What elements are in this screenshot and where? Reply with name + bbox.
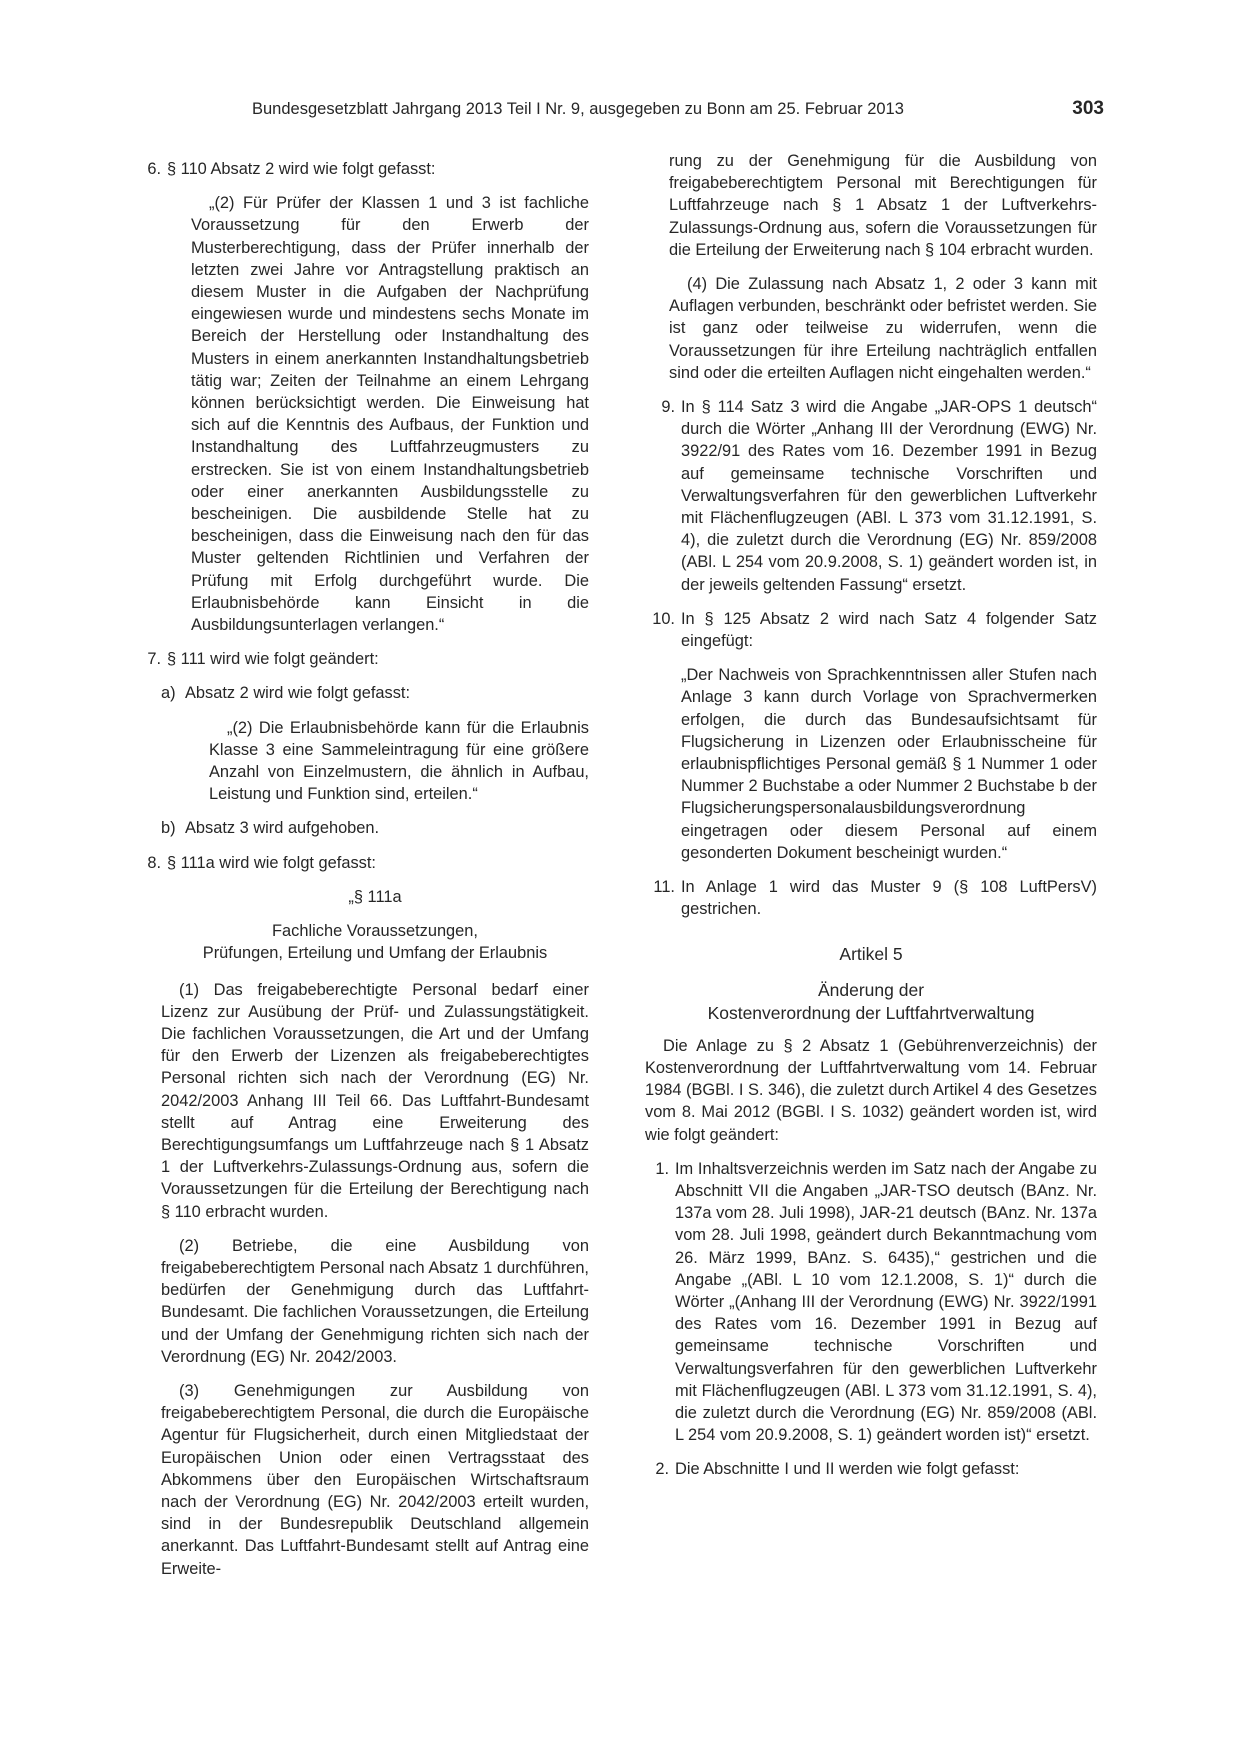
item-number: 10.: [652, 609, 675, 628]
section-heading: [161, 920, 589, 964]
article-intro-block: [645, 1035, 1097, 1146]
item-text: Die Abschnitte I und II werden wie folgt gefasst:: [675, 1460, 1020, 1479]
list-item-9: [645, 396, 1097, 596]
list-item-6: [137, 158, 589, 180]
quoted-paragraph: [645, 664, 1097, 864]
item-number: 6.: [147, 160, 161, 178]
sub-item-text: Absatz 2 wird wie folgt gefasst:: [185, 684, 411, 703]
running-header: [0, 98, 1241, 128]
amendment-item-2: [645, 1458, 1097, 1480]
section-heading-line: Prüfungen, Erteilung und Umfang der Erlaubnis: [202, 944, 548, 963]
item-text: In § 114 Satz 3 wird die Angabe „JAR-OPS 1 deutsch“ durch die Wörter „Anhang III der Verordnung (EWG) Nr. 3922/91 des Rates vom 16. Dezember 1991 in Bezug auf gemeinsame technische Vorschriften und Verwaltungsverfahren für den gewerblichen Luftverkehr mit Flächenflugzeugen (ABl. L 373 vom 31.12.1991, S. 4), die zuletzt durch die Verordnung (EG) Nr. 859/2008 (ABl. L 254 vom 20.9.2008, S. 1) geändert worden ist, in der jeweils geltenden Fassung“ ersetzt.: [681, 398, 1097, 594]
quote-text: „(2) Die Erlaubnisbehörde kann für die Erlaubnis Klasse 3 eine Sammeleintragung für eine größere Anzahl von Einzelmustern, die ähnlich in Aufbau, Leistung und Funktion sind, erteilen.“: [209, 718, 589, 804]
item-text: In § 125 Absatz 2 wird nach Satz 4 folgender Satz eingefügt:: [681, 609, 1097, 651]
sub-item-b: [137, 817, 589, 839]
paragraph: (1) Das freigabeberechtigte Personal bedarf einer Lizenz zur Ausübung der Prüf- und Zulassungstätigkeit. Die fachlichen Voraussetzungen, die Art und der Umfang für den Erwerb der Lizenzen als freigabeberechtigtes Personal richten sich nach der Verordnung (EG) Nr. 2042/2003 Anhang III Teil 66. Das Luftfahrt-Bundesamt stellt auf Antrag eine Erweiterung des Berechtigungsumfangs um Luftfahrzeuge nach § 1 Absatz 1 der Luftverkehrs-Zulassungs-Ordnung aus, sofern die Voraussetzungen für die Erteilung der Berechtigung nach § 110 erbracht wurden.: [161, 980, 589, 1221]
item-number: 9.: [661, 398, 675, 417]
paragraph: rung zu der Genehmigung für die Ausbildung von freigabeberechtigtem Personal mit Berechtigungen für Luftfahrzeuge nach § 1 Absatz 1 der Luftverkehrs-Zulassungs-Ordnung aus, sofern die Voraussetzungen für die Erteilung der Erweiterung nach § 104 erbracht wurden.: [669, 152, 1097, 259]
paragraph: (4) Die Zulassung nach Absatz 1, 2 oder 3 kann mit Auflagen verbunden, beschränkt oder befristet werden. Sie ist ganz oder teilweise zu widerrufen, wenn die Voraussetzungen für ihre Erteilung nachträglich entfallen sind oder die erteilten Auflagen nicht eingehalten werden.“: [669, 275, 1097, 382]
item-number: 2.: [655, 1460, 669, 1479]
item-number: 7.: [147, 650, 161, 669]
list-item-8: [137, 852, 589, 874]
right-column: [645, 150, 1097, 1493]
header-title: Bundesgesetzblatt Jahrgang 2013 Teil I Nr. 9, ausgegeben zu Bonn am 25. Februar 2013: [252, 100, 904, 118]
item-text: § 110 Absatz 2 wird wie folgt gefasst:: [167, 160, 436, 178]
sub-item-text: Absatz 3 wird aufgehoben.: [185, 819, 380, 838]
section-heading-line: Fachliche Voraussetzungen,: [272, 922, 478, 941]
item-text: § 111a wird wie folgt gefasst:: [167, 853, 376, 872]
quote-text: „(2) Für Prüfer der Klassen 1 und 3 ist fachliche Voraussetzung für den Erwerb der Musterberechtigung, dass der Prüfer innerhalb der letzten zwei Jahre vor Antragstellung praktisch an diesem Muster in die Aufgaben der Nachprüfung eingewiesen wurde und mindestens sechs Monate im Bereich der Herstellung oder Instandhaltung des Musters in einem anerkannten Instandhaltungsbetrieb tätig war; Zeiten der Teilnahme an einem Lehrgang können berücksichtigt werden. Die Einweisung hat sich auf die Kenntnis des Aufbaus, der Funktion und Instandhaltung des Luftfahrzeugmusters zu erstrecken. Sie ist von einem Instandhaltungsbetrieb oder einer anerkannten Ausbildungsstelle zu bescheinigen. Die ausbildende Stelle hat zu bescheinigen, dass die Einweisung nach den für das Muster geltenden Richtlinien und Verfahren der Prüfung mit Erfolg durchgeführt wurde. Die Erlaubnisbehörde kann Einsicht in die Ausbildungsunterlagen verlangen.“: [191, 194, 589, 635]
quote-text: „Der Nachweis von Sprachkenntnissen aller Stufen nach Anlage 3 kann durch Vorlage von Sprachvermerken erfolgen, die durch das Bundesaufsichtsamt für Flugsicherung in Lizenzen oder Erlaubnisscheine für erlaubnispflichtiges Personal gemäß § 1 Nummer 1 oder Nummer 2 Buchstabe a oder Nummer 2 Buchstabe b der Flugsicherungspersonalausbildungsverordnung eingetragen oder diesem Personal auf einem gesonderten Dokument bescheinigt wurden.“: [681, 666, 1097, 862]
list-item-11: [645, 876, 1097, 920]
left-column: [137, 158, 589, 1592]
item-number: 11.: [653, 878, 675, 897]
item-number: 1.: [655, 1159, 669, 1178]
article-title-line: Kostenverordnung der Luftfahrtverwaltung: [707, 1002, 1035, 1023]
page-number: 303: [1072, 98, 1104, 119]
section-block: [137, 886, 589, 1580]
article-intro: Die Anlage zu § 2 Absatz 1 (Gebührenverzeichnis) der Kostenverordnung der Luftfahrtverwaltung vom 14. Februar 1984 (BGBl. I S. 346), die zuletzt durch Artikel 4 des Gesetzes vom 8. Mai 2012 (BGBl. I S. 1032) geändert worden ist, wird wie folgt geändert:: [645, 1036, 1097, 1144]
article-title-line: Änderung der: [817, 979, 925, 1000]
amendment-item-1: [645, 1158, 1097, 1447]
quoted-paragraph: [137, 717, 589, 806]
section-block-continued: [645, 150, 1097, 384]
list-item-7: [137, 648, 589, 670]
paragraph: (3) Genehmigungen zur Ausbildung von freigabeberechtigtem Personal, die durch die Europäische Agentur für Flugsicherheit, durch einen Mitgliedstaat der Europäischen Union oder einen Vertragsstaat des Abkommens über den Europäischen Wirtschaftsraum nach der Verordnung (EG) Nr. 2042/2003 erteilt wurden, sind in der Bundesrepublik Deutschland allgemein anerkannt. Das Luftfahrt-Bundesamt stellt auf Antrag eine Erweite-: [161, 1381, 589, 1578]
sub-item-label: a): [161, 684, 176, 703]
item-text: § 111 wird wie folgt geändert:: [167, 650, 379, 669]
sub-item-label: b): [161, 819, 176, 838]
list-item-10: [645, 608, 1097, 652]
quoted-paragraph: [137, 192, 589, 636]
section-number: „§ 111a: [348, 887, 402, 906]
item-text: Im Inhaltsverzeichnis werden im Satz nach der Angabe zu Abschnitt VII die Angaben „JAR-TSO deutsch (BAnz. Nr. 137a vom 28. Juli 1998), JAR-21 deutsch (BAnz. Nr. 137a vom 28. Juli 1998, geändert durch Bekanntmachung vom 26. März 1999, BAnz. S. 6435),“ gestrichen und die Angabe „(ABl. L 10 vom 12.1.2008, S. 1)“ durch die Wörter „(Anhang III der Verordnung (EWG) Nr. 3922/1991 des Rates vom 16. Dezember 1991 in Bezug auf gemeinsame technische Vorschriften und Verwaltungsverfahren für den gewerblichen Luftverkehr mit Flächenflugzeugen (ABl. L 373 vom 31.12.1991, S. 4), die zuletzt durch die Verordnung (EG) Nr. 859/2008 (ABl. L 254 vom 20.9.2008, S. 1) geändert worden ist)“ ersetzt.: [675, 1159, 1097, 1445]
item-text: In Anlage 1 wird das Muster 9 (§ 108 LuftPersV) gestrichen.: [681, 878, 1097, 919]
item-number: 8.: [147, 853, 161, 872]
article-label: Artikel 5: [839, 943, 903, 964]
paragraph: (2) Betriebe, die eine Ausbildung von freigabeberechtigtem Personal nach Absatz 1 durchführen, bedürfen der Genehmigung durch das Luftfahrt-Bundesamt. Die fachlichen Voraussetzungen, die Erteilung und der Umfang der Genehmigung richten sich nach der Verordnung (EG) Nr. 2042/2003.: [161, 1236, 589, 1366]
sub-item-a: [137, 682, 589, 704]
article-title: [645, 979, 1097, 1025]
